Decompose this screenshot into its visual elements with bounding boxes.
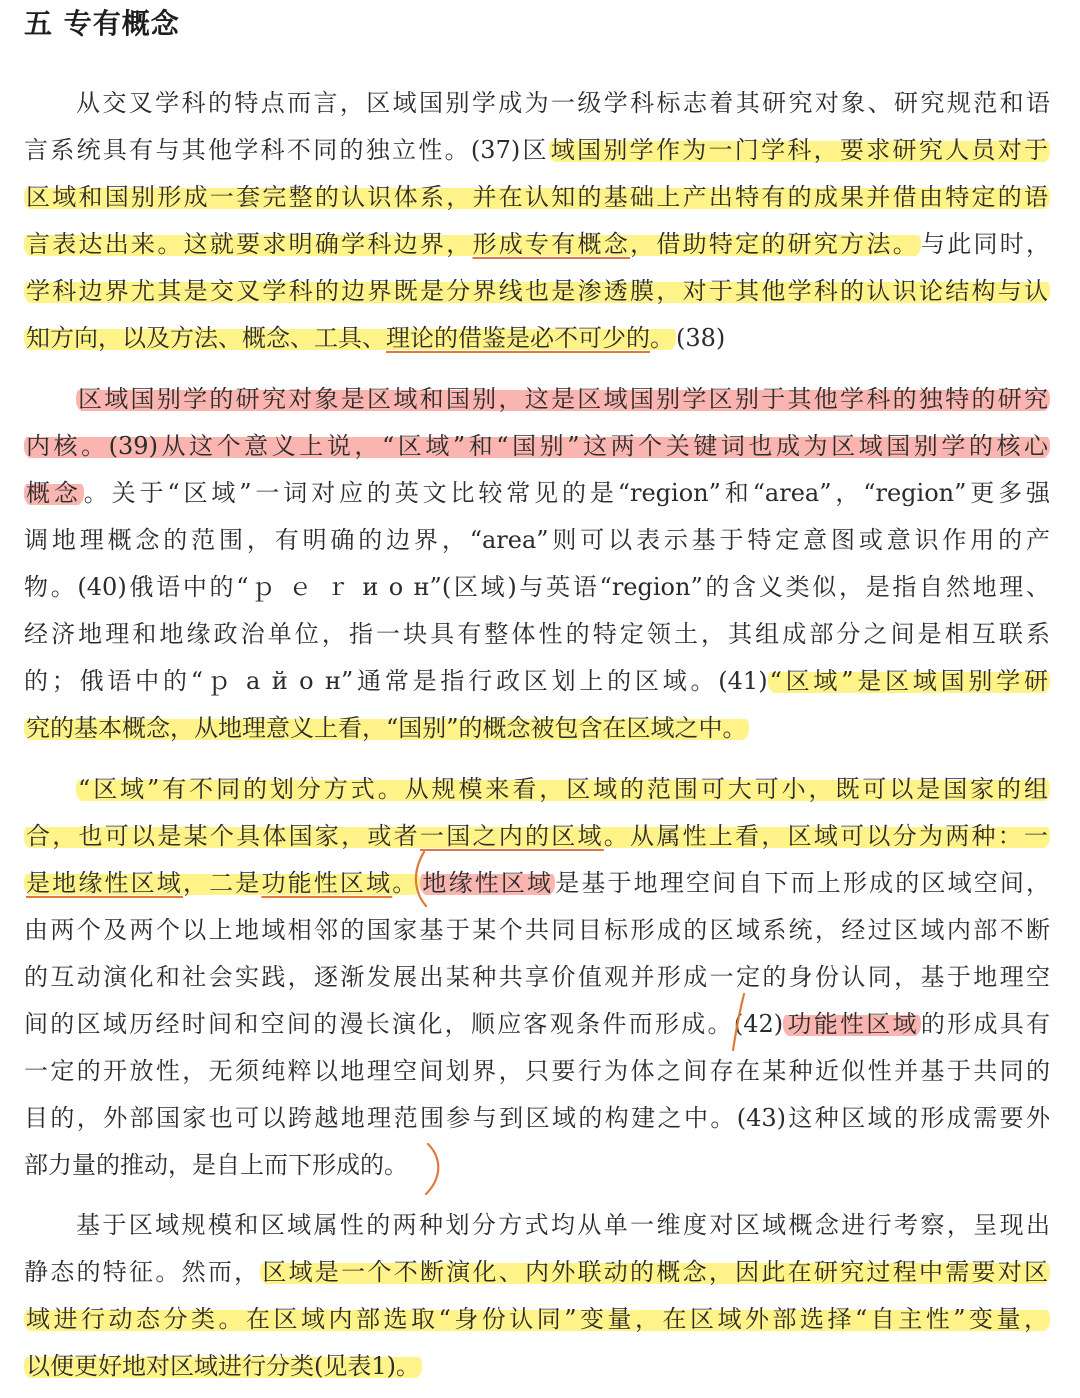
paragraph-1-line-1 <box>76 84 1050 122</box>
text-run: 是基于地理空间自下而上形成的区域空间， <box>555 869 1050 897</box>
paragraph-1-line-5 <box>24 272 1050 310</box>
paragraph-3-line-2 <box>24 817 1050 855</box>
paragraph-3-line-6 <box>24 1005 1050 1043</box>
paragraph-2-line-6 <box>24 615 1050 653</box>
text-run: 。 <box>650 324 674 352</box>
paragraph-1-line-4 <box>24 225 1050 263</box>
highlight-yellow: 域进行动态分类。在区域内部选取“身份认同”变量，在区域外部选择“自主性”变量， <box>26 1305 1048 1333</box>
text-run: (38) <box>676 324 726 352</box>
text-run: ，借助特定的研究方法。 <box>630 230 919 258</box>
text-run: 部力量的推动，是自上而下形成的。 <box>24 1151 408 1179</box>
highlight-yellow <box>24 869 420 897</box>
text-run: 知方向，以及方法、概念、工具、 <box>26 324 386 352</box>
highlight-red: 地缘性区域 <box>422 869 554 897</box>
paragraph-3-line-7 <box>24 1052 1050 1090</box>
text-run: 。 <box>392 869 419 897</box>
paragraph-2-line-1 <box>76 380 1050 418</box>
highlight-red: 内核。(39)从这个意义上说，“区域”和“国别”这两个关键词也成为区域国别学的核心 <box>26 432 1048 460</box>
highlight-yellow <box>24 822 1050 850</box>
paragraph-2-line-5 <box>24 568 1050 606</box>
paragraph-3-line-5 <box>24 958 1050 996</box>
section-heading: 五 专有概念 <box>24 7 180 40</box>
text-run: 静态的特征。然而， <box>24 1258 261 1286</box>
text-run: 由两个及两个以上地域相邻的国家基于某个共同目标形成的区域系统，经过区域内部不断 <box>24 916 1050 944</box>
text-run: 经济地理和地缘政治单位，指一块具有整体性的特定领土，其组成部分之间是相互联系 <box>24 620 1050 648</box>
text-run: 间的区域历经时间和空间的漫长演化，顺应客观条件而形成。(42) <box>24 1010 784 1038</box>
paragraph-2-line-3 <box>24 474 1050 512</box>
text-run: 的形成具有 <box>920 1010 1050 1038</box>
paragraph-1-line-3 <box>24 178 1050 216</box>
highlight-yellow: 学科边界尤其是交叉学科的边界既是分界线也是渗透膜，对于其他学科的认识论结构与认 <box>26 277 1048 305</box>
text-run: 。从属性上看，区域可以分为两种：一 <box>603 822 1049 850</box>
paragraph-1-line-6 <box>24 319 1050 357</box>
text-run: 言系统具有与其他学科不同的独立性。(37)区 <box>24 136 549 164</box>
paragraph-2-line-7 <box>24 662 1050 700</box>
text-run: 目的，外部国家也可以跨越地理范围参与到区域的构建之中。(43)这种区域的形成需要外 <box>24 1104 1050 1132</box>
paragraph-2-line-4 <box>24 521 1050 559</box>
highlight-red: 功能性区域 <box>785 1010 919 1038</box>
highlight-yellow <box>24 324 676 352</box>
underlined-term: 是地缘性区域 <box>26 869 183 897</box>
paragraph-1-line-2 <box>24 131 1050 169</box>
paragraph-2-line-2 <box>24 427 1050 465</box>
text-run: 合，也可以是某个具体国家，或者 <box>26 822 420 850</box>
paragraph-3-line-4 <box>24 911 1050 949</box>
text-run: 基于区域规模和区域属性的两种划分方式均从单一维度对区域概念进行考察，呈现出 <box>76 1211 1050 1239</box>
text-run: 一定的开放性，无须纯粹以地理空间划界，只要行为体之间存在某种近似性并基于共同的 <box>24 1057 1050 1085</box>
text-run: 与此同时， <box>920 230 1050 258</box>
text-run: ，二是 <box>182 869 262 897</box>
underlined-term: 形成专有概念 <box>472 230 631 258</box>
highlight-red: 概念 <box>26 479 82 507</box>
text-run: 物。(40)俄语中的“ｐ ｅ ｒ и о н”(区域)与英语“region”的含义类似，是指自然地理、 <box>24 573 1050 601</box>
highlight-red: 区域国别学的研究对象是区域和国别，这是区域国别学区别于其他学科的独特的研究 <box>78 385 1048 413</box>
paragraph-4-line-3 <box>24 1300 1050 1338</box>
paragraph-3-line-1 <box>76 770 1050 808</box>
underlined-term: 功能性区域 <box>261 869 393 897</box>
paragraph-3-line-8 <box>24 1099 1050 1137</box>
highlight-yellow <box>24 230 921 258</box>
highlight-yellow: 区域和国别形成一套完整的认识体系，并在认知的基础上产出特有的成果并借由特定的语 <box>26 183 1048 211</box>
underlined-term: 理论的借鉴是必不可少的 <box>386 324 650 352</box>
highlight-yellow: 区域是一个不断演化、内外联动的概念，因此在研究过程中需要对区 <box>262 1258 1049 1286</box>
paragraph-4-line-1 <box>76 1206 1050 1244</box>
paragraph-2-line-8 <box>24 709 1050 747</box>
paragraph-3-line-9 <box>24 1146 1050 1184</box>
underlined-term: 一国之内的区域 <box>419 822 604 850</box>
text-run: 的互动演化和社会实践，逐渐发展出某种共享价值观并形成一定的身份认同，基于地理空 <box>24 963 1050 991</box>
text-run: 从交叉学科的特点而言，区域国别学成为一级学科标志着其研究对象、研究规范和语 <box>76 89 1050 117</box>
highlight-yellow: “区域”有不同的划分方式。从规模来看，区域的范围可大可小，既可以是国家的组 <box>78 775 1048 803</box>
paragraph-4-line-4 <box>24 1347 1050 1385</box>
highlight-yellow: “区域”是区域国别学研 <box>769 667 1048 695</box>
paragraph-3-line-3 <box>24 864 1050 902</box>
text-run: 的；俄语中的“ｐ а й о н”通常是指行政区划上的区域。(41) <box>24 667 768 695</box>
paragraph-4-line-2 <box>24 1253 1050 1291</box>
text-run: 调地理概念的范围，有明确的边界，“area”则可以表示基于特定意图或意识作用的产 <box>24 526 1050 554</box>
text-run: 。关于“区域”一词对应的英文比较常见的是“region”和“area”，“region”更多强 <box>83 479 1050 507</box>
text-run: 言表达出来。这就要求明确学科边界， <box>26 230 473 258</box>
highlight-yellow: 以便更好地对区域进行分类(见表1)。 <box>26 1352 420 1380</box>
highlight-yellow: 域国别学作为一门学科，要求研究人员对于 <box>550 136 1049 164</box>
highlight-yellow: 究的基本概念，从地理意义上看，“国别”的概念被包含在区域之中。 <box>26 714 747 742</box>
